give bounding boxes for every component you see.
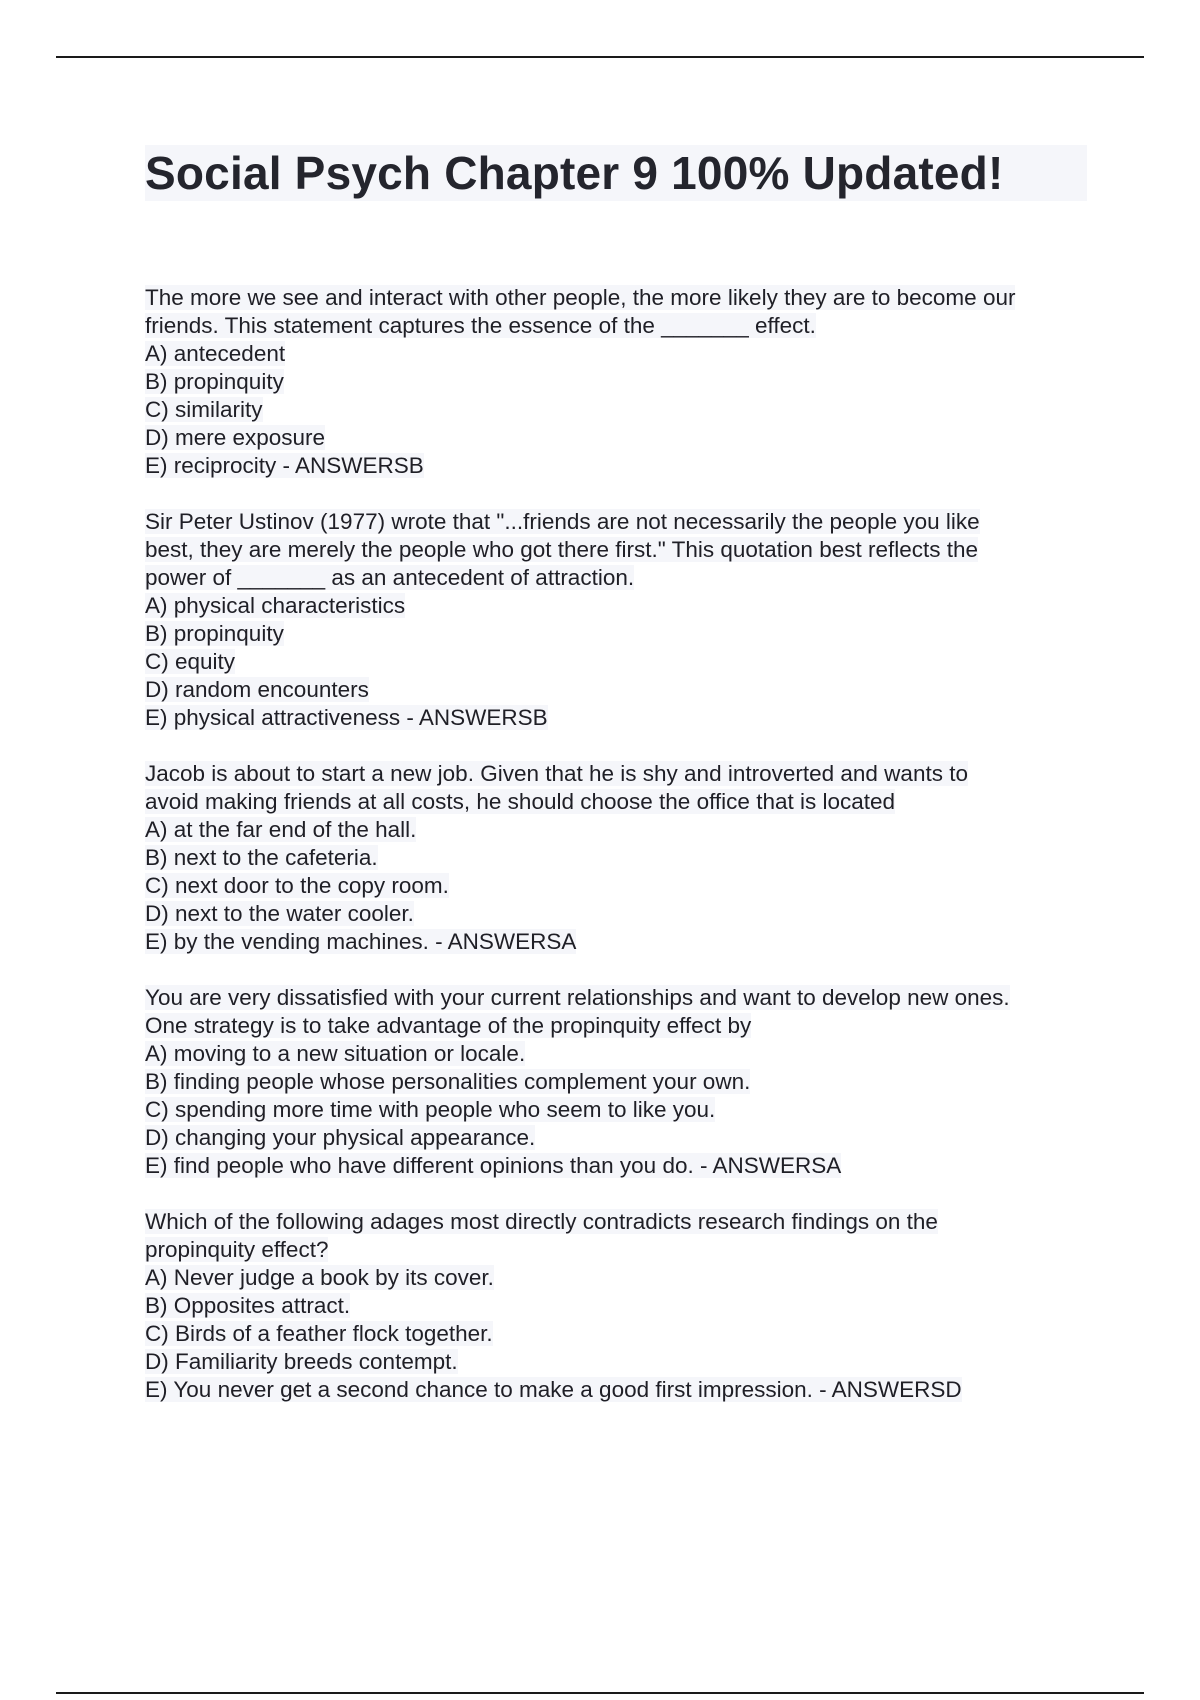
answer-option: B) Opposites attract.: [145, 1293, 351, 1318]
answer-option: D) Familiarity breeds contempt.: [145, 1349, 458, 1374]
answer-option: D) changing your physical appearance.: [145, 1125, 536, 1150]
answer-option: B) propinquity: [145, 621, 284, 646]
answer-option: D) random encounters: [145, 677, 369, 702]
answer-option: A) at the far end of the hall.: [145, 817, 417, 842]
question-stem-line: power of _______ as an antecedent of attraction.: [145, 565, 635, 590]
answer-option: D) next to the water cooler.: [145, 901, 414, 926]
question-block: [145, 1208, 1105, 1404]
answer-option: A) physical characteristics: [145, 593, 406, 618]
answer-option-with-key: E) reciprocity - ANSWERSB: [145, 453, 424, 478]
answer-option-with-key: E) physical attractiveness - ANSWERSB: [145, 705, 548, 730]
question-stem-line: avoid making friends at all costs, he should choose the office that is located: [145, 789, 896, 814]
page-title: Social Psych Chapter 9 100% Updated!: [145, 147, 1004, 199]
answer-option: B) propinquity: [145, 369, 284, 394]
question-stem-line: best, they are merely the people who got there first." This quotation best reflects the: [145, 537, 979, 562]
title-block: [145, 145, 1087, 201]
answer-option: A) moving to a new situation or locale.: [145, 1041, 526, 1066]
answer-option: B) finding people whose personalities complement your own.: [145, 1069, 751, 1094]
question-stem-line: Sir Peter Ustinov (1977) wrote that "...friends are not necessarily the people you like: [145, 509, 980, 534]
answer-option: D) mere exposure: [145, 425, 326, 450]
answer-option-with-key: E) You never get a second chance to make a good first impression. - ANSWERSD: [145, 1377, 962, 1402]
question-stem-line: friends. This statement captures the essence of the _______ effect.: [145, 313, 816, 338]
answer-option: C) equity: [145, 649, 236, 674]
question-stem-line: You are very dissatisfied with your current relationships and want to develop new ones.: [145, 985, 1010, 1010]
answer-option: C) next door to the copy room.: [145, 873, 449, 898]
answer-option: A) Never judge a book by its cover.: [145, 1265, 494, 1290]
answer-option: A) antecedent: [145, 341, 286, 366]
bottom-rule: [56, 1692, 1144, 1694]
question-stem-line: The more we see and interact with other people, the more likely they are to become our: [145, 285, 1016, 310]
answer-option-with-key: E) by the vending machines. - ANSWERSA: [145, 929, 577, 954]
question-block: [145, 284, 1105, 480]
question-list: [145, 284, 1105, 1432]
question-block: [145, 984, 1105, 1180]
question-stem-line: Which of the following adages most directly contradicts research findings on the: [145, 1209, 938, 1234]
answer-option: C) spending more time with people who seem to like you.: [145, 1097, 716, 1122]
question-block: [145, 508, 1105, 732]
question-stem-line: One strategy is to take advantage of the propinquity effect by: [145, 1013, 752, 1038]
question-block: [145, 760, 1105, 956]
answer-option-with-key: E) find people who have different opinions than you do. - ANSWERSA: [145, 1153, 842, 1178]
top-rule: [56, 56, 1144, 58]
question-stem-line: Jacob is about to start a new job. Given that he is shy and introverted and wants to: [145, 761, 968, 786]
question-stem-line: propinquity effect?: [145, 1237, 329, 1262]
answer-option: C) similarity: [145, 397, 263, 422]
answer-option: C) Birds of a feather flock together.: [145, 1321, 493, 1346]
answer-option: B) next to the cafeteria.: [145, 845, 378, 870]
